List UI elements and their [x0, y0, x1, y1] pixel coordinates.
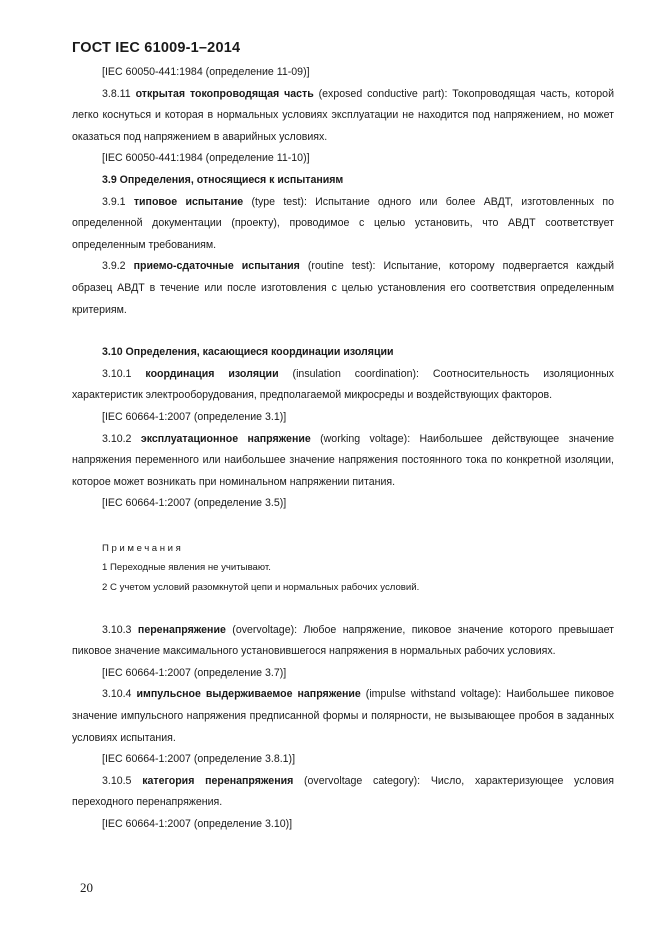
notes-title: Примечания	[102, 542, 184, 554]
clause-number: 3.10.1	[102, 367, 132, 380]
notes-block	[72, 539, 614, 598]
definition-text: (type test): Испытание одного или более АВДТ, изготовленных по определенной документации (проекту), проводимое с целью установить, что АВДТ соответствует определенным требованиям.	[72, 195, 614, 251]
clause-number: 3.10.5	[102, 774, 132, 787]
section-heading-3-10: 3.10 Определения, касающиеся координации изоляции	[102, 346, 394, 359]
definition-term: приемо-сдаточные испытания	[133, 260, 300, 273]
definition-3-10-5	[72, 771, 614, 814]
definition-text: (routine test): Испытание, которому подвергается каждый образец АВДТ в течение или после изготовления с целью установления его соответствия определенным критериям.	[72, 260, 614, 316]
reference-line: [IEC 60664-1:2007 (определение 3.8.1)]	[102, 753, 296, 766]
definition-3-9-2	[72, 256, 614, 321]
note-item: 2 С учетом условий разомкнутой цепи и нормальных рабочих условий.	[102, 582, 420, 594]
definition-term: эксплуатационное напряжение	[140, 432, 311, 445]
document-body	[72, 62, 614, 836]
clause-number: 3.9.1	[102, 195, 126, 208]
clause-number: 3.10.2	[102, 432, 132, 445]
definition-3-9-1	[72, 192, 614, 257]
definition-text: (insulation coordination): Соотносительность изоляционных характеристик электрооборудования, предполагаемой микросреды и воздействующих факторов.	[72, 367, 614, 402]
definition-3-10-3	[72, 620, 614, 663]
reference-line: [IEC 60664-1:2007 (определение 3.10)]	[102, 818, 293, 830]
reference-line: [IEC 60050-441:1984 (определение 11-09)]	[102, 66, 310, 78]
clause-number: 3.10.3	[102, 623, 132, 636]
section-heading-3-9: 3.9 Определения, относящиеся к испытаниям	[102, 173, 344, 186]
definition-3-10-1	[72, 364, 614, 407]
document-header: ГОСТ IEC 61009-1–2014	[72, 40, 241, 56]
clause-number: 3.10.4	[102, 688, 132, 701]
definition-3-10-2	[72, 429, 614, 494]
clause-number: 3.8.11	[102, 87, 131, 100]
clause-number: 3.9.2	[102, 260, 126, 273]
definition-term: категория перенапряжения	[142, 774, 294, 787]
definition-text: (impulse withstand voltage): Наибольшее пиковое значение импульсного напряжения предписанной формы и полярности, не вызывающее пробоя в заданных условиях испытания.	[72, 688, 615, 744]
reference-line: [IEC 60664-1:2007 (определение 3.5)]	[102, 497, 287, 510]
reference-line: [IEC 60664-1:2007 (определение 3.7)]	[102, 666, 287, 679]
reference-line: [IEC 60050-441:1984 (определение 11-10)]	[102, 152, 310, 165]
definition-term: открытая токопроводящая часть	[135, 87, 314, 100]
definition-3-10-4	[72, 684, 614, 749]
definition-term: импульсное выдерживаемое напряжение	[136, 688, 361, 701]
definition-text: (overvoltage category): Число, характеризующее условия переходного перенапряжения.	[72, 774, 615, 809]
definition-term: типовое испытание	[133, 195, 244, 208]
definition-3-8-11	[72, 84, 614, 149]
definition-text: (exposed conductive part): Токопроводящая часть, которой легко коснуться и которая в нормальных условиях эксплуатации не находится под напряжением, но может оказаться под напряжением в аварийных условиях.	[72, 87, 614, 143]
definition-text: (working voltage): Наибольшее действующее значение напряжения переменного или наибольшее значение напряжения постоянного тока по конкретной изоляции, которое может возникать при номинальном напряжении питания.	[72, 432, 615, 488]
note-item: 1 Переходные явления не учитывают.	[102, 562, 271, 574]
page-number: 20	[80, 880, 93, 895]
definition-term: координация изоляции	[145, 367, 279, 380]
definition-term: перенапряжение	[137, 623, 226, 636]
reference-line: [IEC 60664-1:2007 (определение 3.1)]	[102, 410, 287, 423]
definition-text: (overvoltage): Любое напряжение, пиковое значение которого превышает пиковое значение максимального установившегося напряжения в нормальных рабочих условиях.	[72, 623, 614, 658]
